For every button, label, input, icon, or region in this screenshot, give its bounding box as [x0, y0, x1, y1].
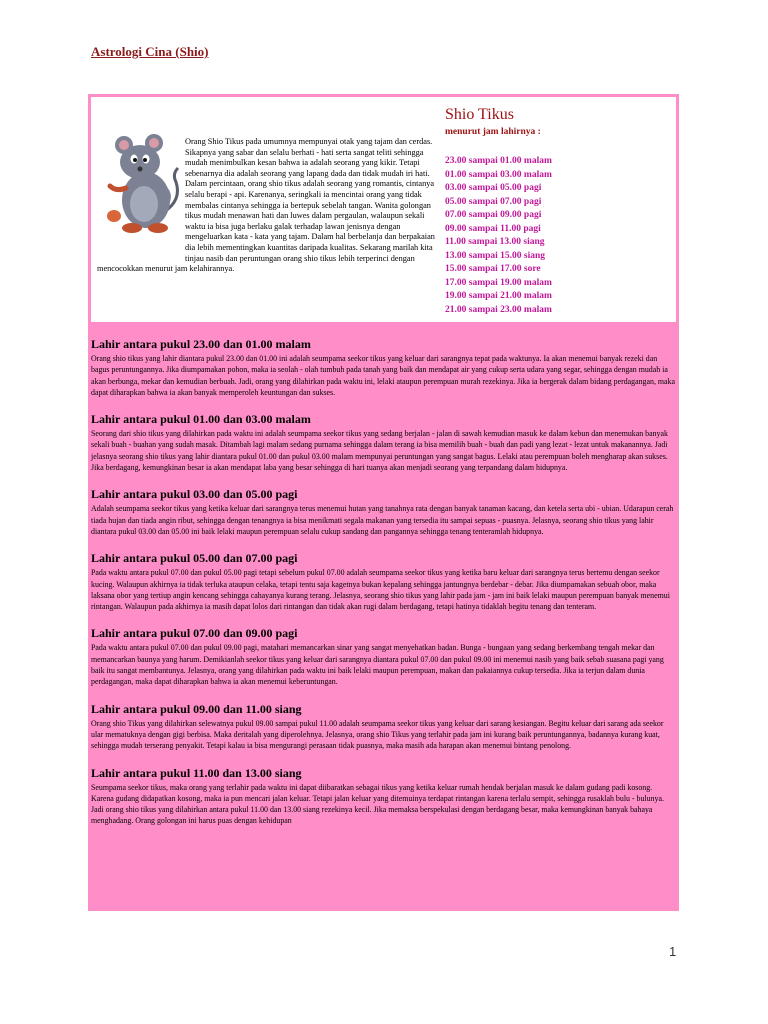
section-heading: Lahir antara pukul 11.00 dan 13.00 siang	[91, 765, 302, 780]
section-heading: Lahir antara pukul 01.00 dan 03.00 malam	[91, 412, 311, 427]
birth-time-item: 11.00 sampai 13.00 siang	[445, 237, 545, 247]
birth-time-item: 17.00 sampai 19.00 malam	[445, 277, 552, 288]
section-01-03	[91, 412, 675, 473]
shio-title: Shio Tikus	[445, 106, 514, 123]
content-box	[88, 94, 679, 911]
page-number: 1	[669, 944, 677, 959]
birth-time-item: 01.00 sampai 03.00 malam	[445, 169, 552, 180]
birth-time-item: 15.00 sampai 17.00 sore	[445, 264, 541, 274]
section-body: Pada waktu antara pukul 07.00 dan pukul 09.00 pagi, matahari memancarkan sinar yang sangat menyehatkan badan. Bunga - bungaan yang sedang berkembang tengah mekar dan memancarkan baunya yang harum. Demikianlah seekor tikus yang keluar dari sarangnya diantara pukul 07.00 dan pukul 09.00 ini menemui nasib yang baik sebab suasana pagi yang baik itu sangat membantunya. Jelasnya, orang yang dilahirkan pada waktu ini baik lelaki maupun perempuan, makan dan pakaiannya cukup tersedia. Jika ia terjun dalam dunia perdagangan, maka dapat diharapkan bahwa ia akan menemui keberuntungan.	[91, 643, 664, 687]
birth-time-item: 21.00 sampai 23.00 malam	[445, 304, 552, 315]
birth-time-item: 19.00 sampai 21.00 malam	[445, 291, 552, 301]
section-09-11	[91, 702, 675, 752]
birth-time-item: 09.00 sampai 11.00 pagi	[445, 223, 541, 234]
section-body: Seumpama seekor tikus, maka orang yang terlahir pada waktu ini dapat diibaratkan sebagai tikus yang ketika keluar rumah hendak berjalan masuk ke dalam gudang padi kosong. Karena gudang didapatkan kosong, maka ia pun mencari jalan keluar. Tetapi jalan keluar yang ditemuinya terdapat rintangan karena terlalu sempit, sehingga rusaklah bulu - bulunya. Jadi orang shio tikus yang dilahirkan antara pukul 11.00 dan 13.00 siang rezekinya kecil. Jika memaksa berspekulasi dengan berdagang besar, maka kemungkinan banyak bahaya menghadang. Orang golongan ini harus puas dengan kehidupan	[91, 782, 664, 826]
section-heading: Lahir antara pukul 03.00 dan 05.00 pagi	[91, 487, 298, 502]
section-heading: Lahir antara pukul 05.00 dan 07.00 pagi	[91, 551, 298, 566]
intro-panel	[91, 97, 676, 322]
shio-subtitle: menurut jam lahirnya :	[445, 127, 541, 137]
section-body: Orang shio tikus yang lahir diantara pukul 23.00 dan 01.00 ini adalah seumpama seekor tikus yang keluar dari sarangnya tepat pada waktunya. Ia akan menemui banyak rezeki dan bagus peruntungannya. Jika diumpamakan pohon, maka ia seolah - olah tumbuh pada tanah yang baik dan mendapat air yang cukup serta udara yang segar, sehingga dengan mudah ia akan berbunga, mekar dan kemudian berbuah. Jadi, orang yang dilahirkan pada waktu ini, lelaki ataupun perempuan murah rezekinya. Jika ia bergerak dalam bidang perdagangan, maka dapat diharapkan bahwa ia akan banyak memperoleh keuntungan dan sukses.	[91, 354, 675, 397]
section-body: Adalah seumpama seekor tikus yang ketika keluar dari sarangnya terus menemui hutan yang tanahnya rata dengan banyak tanaman kacang, dan ketela serta ubi - ubian. Udarapun cerah tiada hujan dan tiada angin ribut, sehingga dengan tenangnya ia bisa menikmati segala makanan yang tersedia itu sampai sepuas - puasnya. Jelasnya, seorang shio tikus yang lahir diantara pukul 03.00 dan 05.00 ini baik lelaki maupun perempuan selalu cukup sandang dan pangannya sehingga tenang tenteramlah hidupnya.	[91, 504, 674, 536]
section-11-13	[91, 766, 675, 827]
birth-time-item: 13.00 sampai 15.00 siang	[445, 250, 546, 261]
birth-time-item: 07.00 sampai 09.00 pagi	[445, 210, 542, 220]
section-03-05	[91, 487, 675, 537]
section-heading: Lahir antara pukul 23.00 dan 01.00 malam	[91, 337, 311, 351]
section-body: Seorang dari shio tikus yang dilahirkan pada waktu ini adalah seumpama seekor tikus yang sedang berjalan - jalan di sawah kemudian masuk ke dalam kebun dan menemukan banyak sekali buah - buahan yang sudah masak. Ditambah lagi malam sedang purnama sehingga dalam terang ia bisa memilih buah - buah dan padi yang lezat - lezat untuk makanannya. Jadi jelasnya seorang shio tikus yang lahir diantara pukul 01.00 dan pukul 03.00 malam mempunyai peruntungan yang sangat bagus. Lelaki atau perempuan boleh mengharap akan sukses. Jika berdagang, kemungkinan besar ia akan mendapat laba yang besar sehingga di hari tuanya akan menjadi seorang yang terpandang dalam hidupnya.	[91, 429, 668, 473]
birth-time-item: 05.00 sampai 07.00 pagi	[445, 196, 542, 207]
sections	[91, 337, 675, 841]
birth-time-item: 23.00 sampai 01.00 malam	[445, 156, 552, 166]
section-05-07	[91, 551, 675, 612]
birth-time-item: 03.00 sampai 05.00 pagi	[445, 183, 542, 193]
document-title: Astrologi Cina (Shio)	[91, 44, 209, 59]
intro-text-content: Orang Shio Tikus pada umumnya mempunyai otak yang tajam dan cerdas. Sikapnya yang sabar dan selalu berhati - hati serta sangat teliti sehingga mudah menimbulkan kesan bahwa ia adalah seorang yang kikir. Tetapi sebenarnya dia adalah seorang yang lapang dada dan tidak mudah iri hati. Dalam percintaan, orang shio tikus adalah seorang yang romantis, cintanya selalu berapi - api. Karenanya, seringkali ia mencintai orang yang tidak membalas cintanya sehingga ia bertepuk sebelah tangan. Wanita golongan tikus mudah menawan hati dan luwes dalam pergaulan, walaupun sekali waktu ia bisa juga berlaku galak terhadap lawan jenisnya dengan mengeluarkan kata - kata yang tajam. Dalam hal berbelanja dan berpakaian dia lebih mementingkan kuantitas daripada kualitas. Sekarang marilah kita tinjau nasib dan peruntungan orang shio tikus lebih terperinci dengan mencocokkan menurut jam kelahirannya.	[97, 137, 435, 274]
intro-text	[97, 137, 438, 275]
section-23-01	[91, 337, 675, 398]
section-heading: Lahir antara pukul 07.00 dan 09.00 pagi	[91, 626, 298, 641]
section-body: Orang shio Tikus yang dilahirkan selewatnya pukul 09.00 sampai pukul 11.00 adalah seumpama seekor tikus yang keluar dari sarang kesiangan. Begitu keluar dari sarang ada seekor ular mematuknya dengan gigi berbisa. Maka deritalah yang diperolehnya. Jelasnya, orang shio Tikus yang terlahir pada jam ini kurang baik peruntungannya, badannya kurang kuat, sehingga mudah terserang penyakit. Tetapi kalau ia bisa mengurangi perasaan tidak puasnya, maka masih ada harapan akan menemui bintang penolong.	[91, 718, 664, 751]
birth-time-list	[445, 155, 552, 317]
section-body: Pada waktu antara pukul 07.00 dan pukul 05.00 pagi tetapi sebelum pukul 07.00 adalah seumpama seekor tikus yang ketika baru keluar dari sarangnya terus bertemu dengan seekor kucing. Walaupun akhirnya ia tidak terluka ataupun celaka, tetapi tentu saja kagetnya bukan kepalang sehingga jantungnya berdebar - debar. Jika diumpamakan sebuah obor, maka laksana obor yang tertiup angin kencang sehingga cahayanya kurang terang. Jelasnya, seorang shio tikus yang lahir pada jam - jam ini baik lelaki maupun perempuan banyak menemui rintangan. Walaupun pada akhirnya ia masih dapat lolos dari rintangan dan tidak akan rugi dalam berdagang, tetapi hatinya tidaklah begitu tenang dan tenteram.	[91, 568, 670, 612]
section-07-09	[91, 626, 675, 687]
section-heading: Lahir antara pukul 09.00 dan 11.00 siang	[91, 701, 302, 716]
